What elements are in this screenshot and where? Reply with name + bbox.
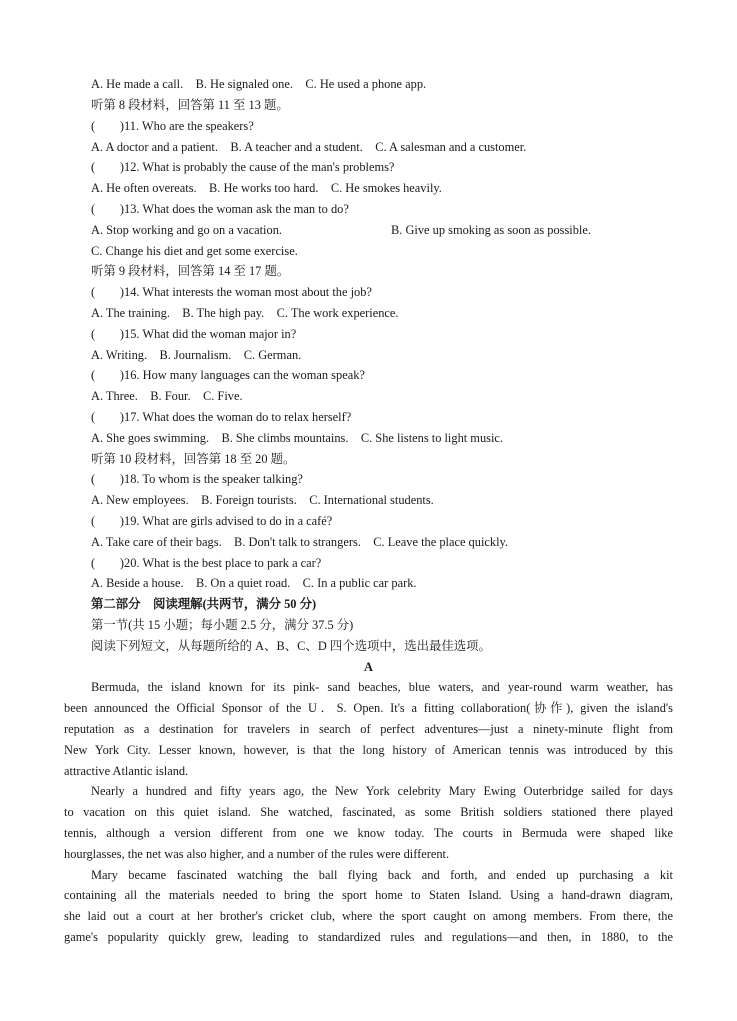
- passage-p1-line: been announced the Official Sponsor of the U．S. Open. It's a fitting collaboration(协作), given the island's: [64, 701, 673, 715]
- passage-p3-line: Mary became fascinated watching the ball flying back and forth, and ended up purchasing a kit: [91, 868, 673, 882]
- q13-option-a: A. Stop working and go on a vacation.: [91, 223, 282, 237]
- q14-options: A. The training. B. The high pay. C. The work experience.: [91, 306, 399, 320]
- section-9-instruction: 听第 9 段材料，回答第 14 至 17 题。: [91, 264, 290, 278]
- q10-options: A. He made a call. B. He signaled one. C. He used a phone app.: [91, 77, 427, 91]
- section-10-instruction: 听第 10 段材料，回答第 18 至 20 题。: [91, 452, 296, 466]
- question-11: ( )11. Who are the speakers?: [91, 119, 254, 133]
- reading-instruction: 阅读下列短文，从每题所给的 A、B、C、D 四个选项中，选出最佳选项。: [91, 639, 491, 653]
- question-16: ( )16. How many languages can the woman speak?: [91, 368, 365, 382]
- passage-p3-line: she laid out a court at her brother's cricket club, where the sport caught on among members. From there, the: [64, 909, 673, 923]
- question-20: ( )20. What is the best place to park a car?: [91, 556, 322, 570]
- q12-options: A. He often overeats. B. He works too hard. C. He smokes heavily.: [91, 181, 442, 195]
- section-8-instruction: 听第 8 段材料，回答第 11 至 13 题。: [91, 98, 289, 112]
- q20-options: A. Beside a house. B. On a quiet road. C. In a public car park.: [91, 576, 417, 590]
- question-14: ( )14. What interests the woman most about the job?: [91, 285, 372, 299]
- passage-p2-line: to vacation on this quiet island. She watched, fascinated, as some British soldiers stationed there played: [64, 805, 673, 819]
- passage-p3-line: game's popularity quickly grew, leading to standardized rules and regulations—and then, in 1880, to the: [64, 930, 673, 944]
- passage-p1-line: reputation as a destination for travelers in search of perfect adventures—just a ninety-minute flight from: [64, 722, 673, 736]
- passage-p1-line: attractive Atlantic island.: [64, 764, 189, 778]
- q19-options: A. Take care of their bags. B. Don't talk to strangers. C. Leave the place quickly.: [91, 535, 509, 549]
- question-13: ( )13. What does the woman ask the man to do?: [91, 202, 349, 216]
- question-17: ( )17. What does the woman do to relax herself?: [91, 410, 352, 424]
- passage-p2-line: Nearly a hundred and fifty years ago, the New York celebrity Mary Ewing Outerbridge sailed for days: [91, 784, 673, 798]
- question-15: ( )15. What did the woman major in?: [91, 327, 297, 341]
- part-two-title: 第二部分 阅读理解(共两节，满分 50 分): [91, 597, 317, 611]
- question-12: ( )12. What is probably the cause of the man's problems?: [91, 160, 395, 174]
- q16-options: A. Three. B. Four. C. Five.: [91, 389, 243, 403]
- q11-options: A. A doctor and a patient. B. A teacher and a student. C. A salesman and a customer.: [91, 140, 527, 154]
- q13-option-b: B. Give up smoking as soon as possible.: [391, 223, 591, 237]
- question-19: ( )19. What are girls advised to do in a café?: [91, 514, 333, 528]
- q15-options: A. Writing. B. Journalism. C. German.: [91, 348, 302, 362]
- passage-p1-line: New York City. Lesser known, however, is that the long history of American tennis was introduced by this: [64, 743, 673, 757]
- q13-option-c: C. Change his diet and get some exercise.: [91, 244, 298, 258]
- passage-p1-line: Bermuda, the island known for its pink- sand beaches, blue waters, and year-round warm weather, has: [91, 680, 673, 694]
- q17-options: A. She goes swimming. B. She climbs mountains. C. She listens to light music.: [91, 431, 503, 445]
- question-18: ( )18. To whom is the speaker talking?: [91, 472, 303, 486]
- section-one-title: 第一节(共 15 小题；每小题 2.5 分，满分 37.5 分): [91, 618, 354, 632]
- passage-p2-line: hourglasses, the net was also higher, and a number of the rules were different.: [64, 847, 450, 861]
- passage-p2-line: tennis, although a version different from one we know today. The courts in Bermuda were shaped like: [64, 826, 673, 840]
- passage-p3-line: containing all the materials needed to bring the sport home to Staten Island. Using a hand-drawn diagram,: [64, 888, 673, 902]
- passage-label: A: [364, 660, 373, 674]
- q18-options: A. New employees. B. Foreign tourists. C. International students.: [91, 493, 434, 507]
